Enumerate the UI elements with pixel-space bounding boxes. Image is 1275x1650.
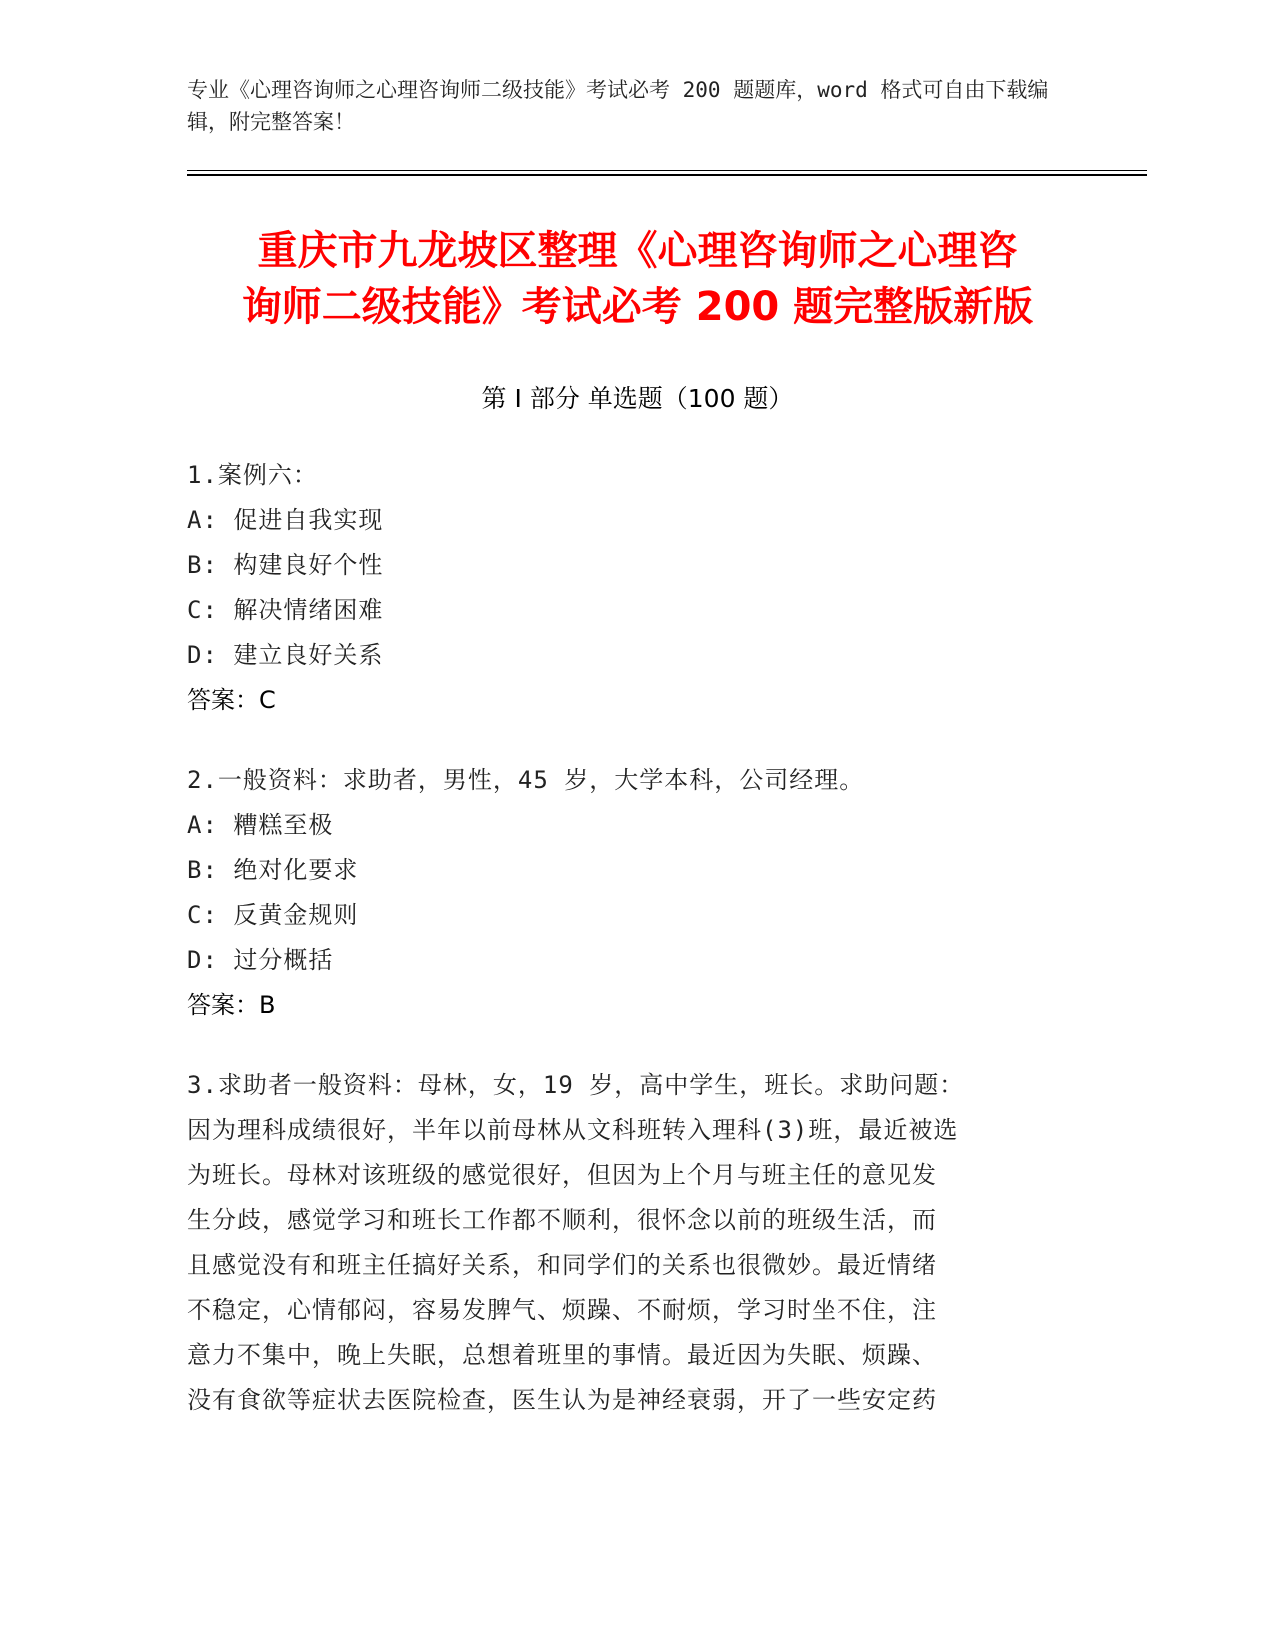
document-title <box>150 223 1125 335</box>
option-b: B: 绝对化要求 <box>187 856 359 884</box>
question-stem-line: 意力不集中，晚上失眠，总想着班里的事情。最近因为失眠、烦躁、 <box>187 1341 937 1369</box>
question-stem-line: 不稳定，心情郁闷，容易发脾气、烦躁、不耐烦，学习时坐不住，注 <box>187 1296 937 1324</box>
question-3 <box>187 1063 1087 1423</box>
answer: 答案：B <box>187 991 276 1019</box>
question-stem-line: 且感觉没有和班主任搞好关系，和同学们的关系也很微妙。最近情绪 <box>187 1251 937 1279</box>
title-line: 重庆市九龙坡区整理《心理咨询师之心理咨 <box>257 228 1018 274</box>
option-d: D: 建立良好关系 <box>187 641 384 669</box>
option-c: C: 解决情绪困难 <box>187 596 384 624</box>
header-divider-thick <box>187 174 1147 176</box>
question-stem-line: 为班长。母林对该班级的感觉很好，但因为上个月与班主任的意见发 <box>187 1161 937 1189</box>
option-a: A: 糟糕至极 <box>187 811 334 839</box>
question-stem-line: 没有食欲等症状去医院检查，医生认为是神经衰弱，开了一些安定药 <box>187 1386 937 1414</box>
option-a: A: 促进自我实现 <box>187 506 384 534</box>
header-note: 专业《心理咨询师之心理咨询师二级技能》考试必考 200 题题库，word 格式可自由下载编辑，附完整答案！ <box>187 78 1049 134</box>
question-stem-line: 因为理科成绩很好，半年以前母林从文科班转入理科(3)班，最近被选 <box>187 1116 959 1144</box>
question-2 <box>187 758 1067 1028</box>
option-c: C: 反黄金规则 <box>187 901 359 929</box>
title-line: 询师二级技能》考试必考 200 题完整版新版 <box>241 284 1034 330</box>
option-d: D: 过分概括 <box>187 946 334 974</box>
question-1 <box>187 453 1067 723</box>
question-stem: 1.案例六： <box>187 461 318 489</box>
header-divider-thin <box>187 170 1147 171</box>
question-stem-line: 生分歧，感觉学习和班长工作都不顺利，很怀念以前的班级生活，而 <box>187 1206 937 1234</box>
question-stem-line: 3.求助者一般资料：母林，女，19 岁，高中学生，班长。求助问题： <box>187 1071 965 1099</box>
question-stem: 2.一般资料：求助者，男性，45 岁，大学本科，公司经理。 <box>187 766 865 794</box>
section-title: 第 I 部分 单选题（100 题） <box>481 384 794 413</box>
answer: 答案：C <box>187 686 276 714</box>
option-b: B: 构建良好个性 <box>187 551 384 579</box>
